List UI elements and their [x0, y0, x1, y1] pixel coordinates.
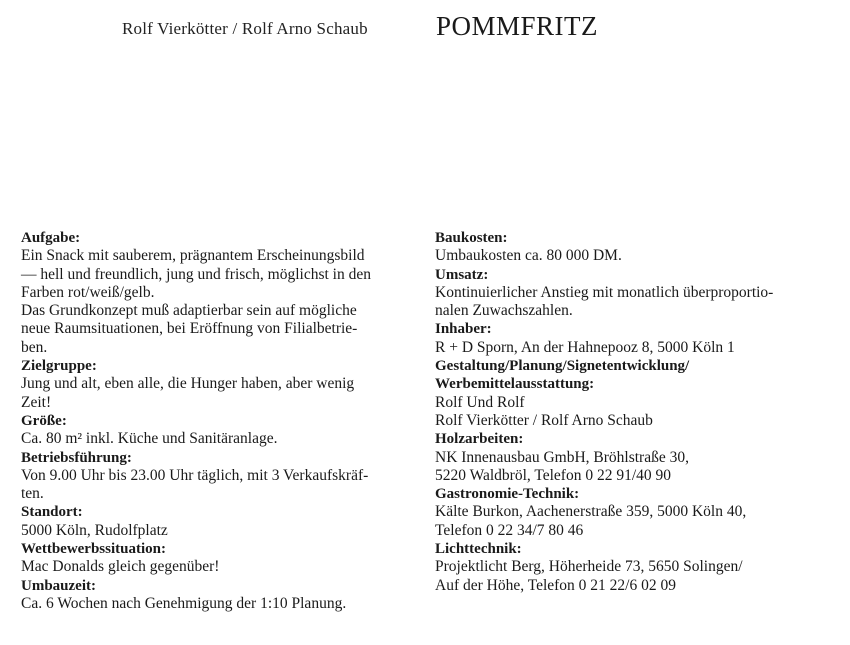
section-inhaber [435, 320, 840, 357]
section-line: Umbaukosten ca. 80 000 DM. [435, 247, 622, 265]
section-heading: Werbemittelausstattung: [435, 376, 595, 393]
section-line: Mac Donalds gleich gegenüber! [21, 558, 220, 576]
section-heading: Betriebsführung: [21, 449, 132, 466]
section-line: Zeit! [21, 393, 52, 411]
section-heading: Gastronomie-Technik: [435, 486, 580, 503]
section-umbauzeit [21, 577, 416, 614]
section-line: Farben rot/weiß/gelb. [21, 283, 155, 301]
section-aufgabe [21, 229, 416, 357]
section-baukosten [435, 229, 840, 266]
section-lichttechnik [435, 540, 840, 595]
section-holzarbeiten [435, 430, 840, 485]
section-line: 5000 Köln, Rudolfplatz [21, 521, 168, 539]
right-column [435, 229, 840, 595]
section-wettbewerbssituation [21, 540, 416, 577]
section-line: Ein Snack mit sauberem, prägnantem Erscheinungsbild [21, 247, 365, 265]
section-umsatz [435, 266, 840, 321]
section-werbemittelausstattung [435, 375, 840, 430]
section-heading: Umbauzeit: [21, 577, 96, 594]
section-line: ten. [21, 485, 44, 503]
section-line: 5220 Waldbröl, Telefon 0 22 91/40 90 [435, 466, 672, 484]
section-heading: Holzarbeiten: [435, 431, 524, 448]
section-heading: Aufgabe: [21, 230, 81, 246]
section-gastronomie-technik [435, 485, 840, 540]
section-heading: Baukosten: [435, 230, 508, 246]
section-heading: Zielgruppe: [21, 358, 97, 375]
section-line: nalen Zuwachszahlen. [435, 302, 573, 320]
section-heading: Lichttechnik: [435, 541, 522, 558]
section-gestaltung [435, 357, 840, 375]
section-line: NK Innenausbau GmbH, Bröhlstraße 30, [435, 448, 689, 466]
section-line: Jung und alt, eben alle, die Hunger haben, aber wenig [21, 375, 355, 393]
section-line: Telefon 0 22 34/7 80 46 [435, 521, 584, 539]
section-line: — hell und freundlich, jung und frisch, möglichst in den [21, 265, 371, 283]
page-title: POMMFRITZ [436, 11, 599, 41]
section-heading: Gestaltung/Planung/Signetentwicklung/ [435, 358, 690, 375]
left-column [21, 229, 416, 613]
authors-line: Rolf Vierkötter / Rolf Arno Schaub [122, 19, 368, 38]
section-line: Rolf Vierkötter / Rolf Arno Schaub [435, 411, 653, 429]
section-line: Ca. 6 Wochen nach Genehmigung der 1:10 Planung. [21, 594, 347, 612]
section-groesse [21, 412, 416, 449]
section-line: Projektlicht Berg, Höherheide 73, 5650 Solingen/ [435, 558, 743, 576]
section-line: Das Grundkonzept muß adaptierbar sein auf mögliche [21, 302, 357, 320]
section-heading: Umsatz: [435, 266, 489, 283]
section-line: Rolf Und Rolf [435, 393, 525, 411]
section-line: Kontinuierlicher Anstieg mit monatlich überproportio- [435, 283, 774, 301]
section-standort [21, 503, 416, 540]
section-line: neue Raumsituationen, bei Eröffnung von Filialbetrie- [21, 320, 358, 338]
section-zielgruppe [21, 357, 416, 412]
section-heading: Standort: [21, 504, 83, 521]
section-line: Kälte Burkon, Aachenerstraße 359, 5000 Köln 40, [435, 503, 747, 521]
section-heading: Größe: [21, 412, 67, 429]
section-line: R + D Sporn, An der Hahnepooz 8, 5000 Köln 1 [435, 338, 735, 356]
section-heading: Wettbewerbssituation: [21, 541, 166, 558]
section-line: Von 9.00 Uhr bis 23.00 Uhr täglich, mit 3 Verkaufskräf- [21, 466, 369, 484]
section-line: Ca. 80 m² inkl. Küche und Sanitäranlage. [21, 430, 278, 448]
section-line: ben. [21, 338, 48, 356]
section-line: Auf der Höhe, Telefon 0 21 22/6 02 09 [435, 576, 676, 594]
section-heading: Inhaber: [435, 321, 492, 338]
section-betriebsfuehrung [21, 449, 416, 504]
